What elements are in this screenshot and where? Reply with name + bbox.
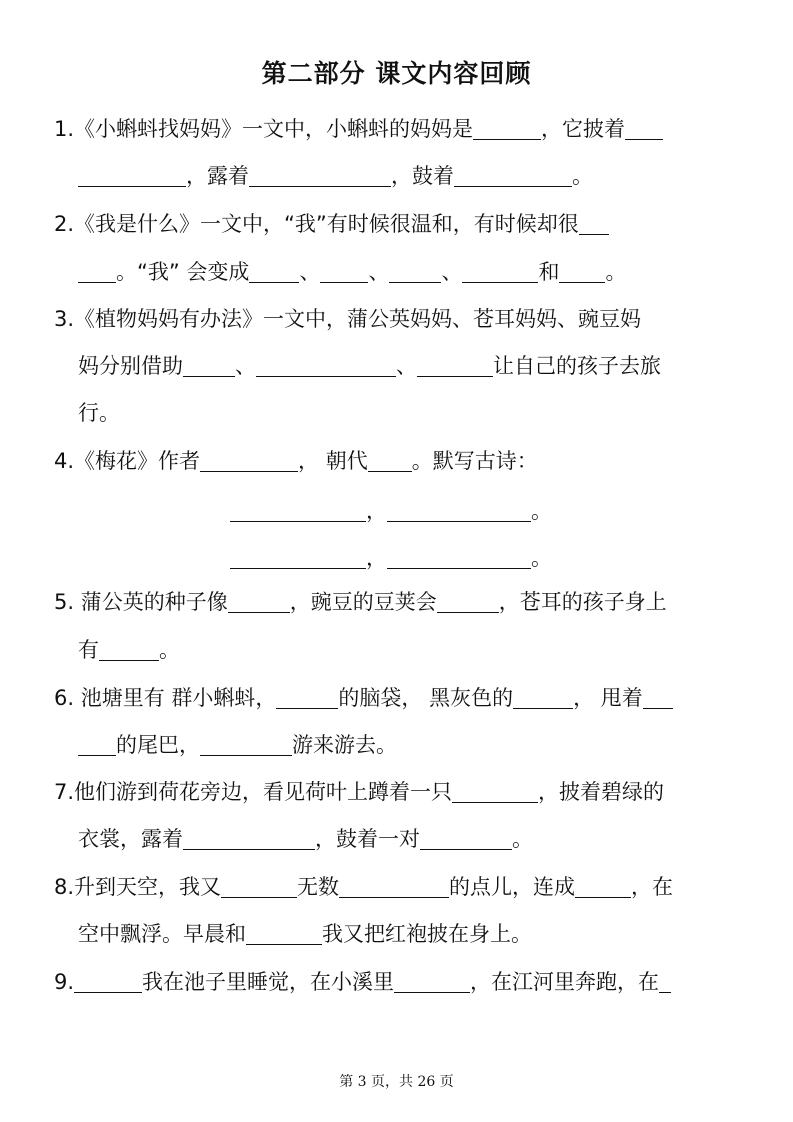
question-text: 的尾巴， — [116, 733, 200, 757]
question-text: 8.升到天空，我又 — [54, 875, 222, 899]
answer-blank[interactable] — [417, 356, 493, 377]
author-blank[interactable] — [200, 451, 298, 472]
dynasty-blank[interactable] — [368, 451, 412, 472]
question-text: 。“我” 会变成 — [116, 260, 250, 284]
question-text: 。 — [159, 638, 180, 662]
question-text: 7.他们游到荷花旁边，看见荷叶上蹲着一只 — [54, 780, 453, 804]
question-text: ，鼓着 — [391, 164, 454, 188]
question-text: ，豌豆的豆荚会 — [289, 590, 437, 614]
page-title: 第二部分 课文内容回顾 — [261, 59, 532, 88]
answer-blank[interactable] — [249, 262, 299, 283]
answer-blank[interactable] — [78, 262, 116, 283]
answer-blank[interactable] — [387, 501, 531, 522]
answer-blank[interactable] — [389, 262, 441, 283]
answer-blank[interactable] — [320, 262, 368, 283]
question-text: ，它披着 — [541, 117, 626, 141]
question-text: 。 — [531, 499, 552, 523]
question-text: 游来游去。 — [292, 733, 397, 757]
question-8-line-2 — [78, 920, 532, 948]
answer-blank[interactable] — [276, 688, 338, 709]
question-6-line-2 — [78, 731, 397, 759]
answer-blank[interactable] — [394, 972, 470, 993]
answer-blank[interactable] — [643, 688, 673, 709]
question-text: 4.《梅花》作者 — [54, 449, 201, 473]
question-text: 、 — [396, 354, 417, 378]
question-text: 无数 — [297, 875, 340, 899]
question-text: 和 — [538, 260, 560, 284]
question-1-line-1 — [54, 115, 663, 143]
question-text: 行。 — [78, 401, 120, 425]
answer-blank[interactable] — [246, 924, 322, 945]
poem-line-2 — [230, 544, 552, 572]
question-4-line-1 — [54, 447, 538, 475]
question-text: 妈分别借助 — [78, 354, 183, 378]
answer-blank[interactable] — [513, 688, 573, 709]
question-text: 。 — [531, 546, 552, 570]
page-footer: 第 3 页，共 26 页 — [339, 1074, 454, 1090]
question-text: ，苍耳的孩子身上 — [498, 590, 667, 614]
question-text: 。 — [512, 827, 533, 851]
question-text: 有 — [78, 638, 99, 662]
answer-blank[interactable] — [454, 166, 572, 187]
answer-blank[interactable] — [452, 782, 538, 803]
question-text: ，露着 — [186, 164, 249, 188]
question-text: 空中飘浮。早晨和 — [78, 922, 246, 946]
question-9-line-1 — [54, 968, 671, 996]
question-text: ， — [366, 546, 387, 570]
question-text: ， — [366, 499, 387, 523]
question-text: 1.《小蝌蚪找妈妈》一文中，小蝌蚪的妈妈是 — [54, 117, 474, 141]
question-text: 3.《植物妈妈有办法》一文中，蒲公英妈妈、苍耳妈妈、豌豆妈 — [54, 307, 642, 331]
question-text: 的脑袋， 黑灰色的 — [338, 686, 514, 710]
question-1-line-2 — [78, 162, 593, 190]
answer-blank[interactable] — [228, 592, 290, 613]
question-text: 。默写古诗： — [411, 449, 538, 473]
answer-blank[interactable] — [437, 592, 499, 613]
question-text: 6. 池塘里有 群小蝌蚪， — [54, 686, 277, 710]
question-2-line-1 — [54, 210, 609, 238]
question-text: 我在池子里睡觉，在小溪里 — [142, 970, 395, 994]
question-5-line-1 — [54, 588, 667, 616]
answer-blank[interactable] — [230, 548, 366, 569]
question-text: 。 — [572, 164, 593, 188]
question-7-line-1 — [54, 778, 664, 806]
question-5-line-2 — [78, 636, 180, 664]
answer-blank[interactable] — [99, 640, 159, 661]
answer-blank[interactable] — [579, 214, 609, 235]
question-text: 、 — [441, 260, 463, 284]
answer-blank[interactable] — [200, 735, 292, 756]
question-text: ，在江河里奔跑，在 — [470, 970, 660, 994]
question-3-line-1 — [54, 305, 641, 333]
question-text: 5. 蒲公英的种子像 — [54, 590, 228, 614]
answer-blank[interactable] — [230, 501, 366, 522]
answer-blank[interactable] — [74, 972, 142, 993]
answer-blank[interactable] — [183, 356, 235, 377]
question-7-line-2 — [78, 825, 533, 853]
answer-blank[interactable] — [659, 972, 671, 993]
question-8-line-1 — [54, 873, 673, 901]
question-text: ， 朝代 — [298, 449, 368, 473]
question-text: 、 — [235, 354, 256, 378]
answer-blank[interactable] — [559, 262, 605, 283]
answer-blank[interactable] — [256, 356, 396, 377]
question-text: ， 甩着 — [573, 686, 643, 710]
question-text: ，鼓着一对 — [315, 827, 420, 851]
question-text: 、 — [368, 260, 390, 284]
question-text: ，在 — [631, 875, 674, 899]
poem-line-1 — [230, 497, 552, 525]
question-text: 2.《我是什么》一文中，“我”有时候很温和，有时候却很 — [54, 212, 579, 236]
answer-blank[interactable] — [473, 119, 541, 140]
question-3-line-3 — [78, 399, 120, 427]
answer-blank[interactable] — [221, 877, 297, 898]
answer-blank[interactable] — [183, 829, 315, 850]
question-text: 的点儿，连成 — [449, 875, 576, 899]
question-text: 、 — [299, 260, 321, 284]
question-text: 让自己的孩子去旅 — [493, 354, 661, 378]
question-text: 我又把红袍披在身上。 — [322, 922, 532, 946]
answer-blank[interactable] — [625, 119, 663, 140]
question-text: 衣裳，露着 — [78, 827, 183, 851]
answer-blank[interactable] — [339, 877, 449, 898]
answer-blank[interactable] — [249, 166, 391, 187]
answer-blank[interactable] — [387, 548, 531, 569]
question-text: ，披着碧绿的 — [538, 780, 665, 804]
question-text: 。 — [605, 260, 627, 284]
question-3-line-2 — [78, 352, 661, 380]
question-text: 9. — [54, 970, 75, 994]
question-2-line-2 — [78, 258, 626, 286]
answer-blank[interactable] — [78, 166, 186, 187]
answer-blank[interactable] — [462, 262, 538, 283]
answer-blank[interactable] — [420, 829, 512, 850]
answer-blank[interactable] — [575, 877, 631, 898]
question-6-line-1 — [54, 684, 673, 712]
answer-blank[interactable] — [78, 735, 116, 756]
